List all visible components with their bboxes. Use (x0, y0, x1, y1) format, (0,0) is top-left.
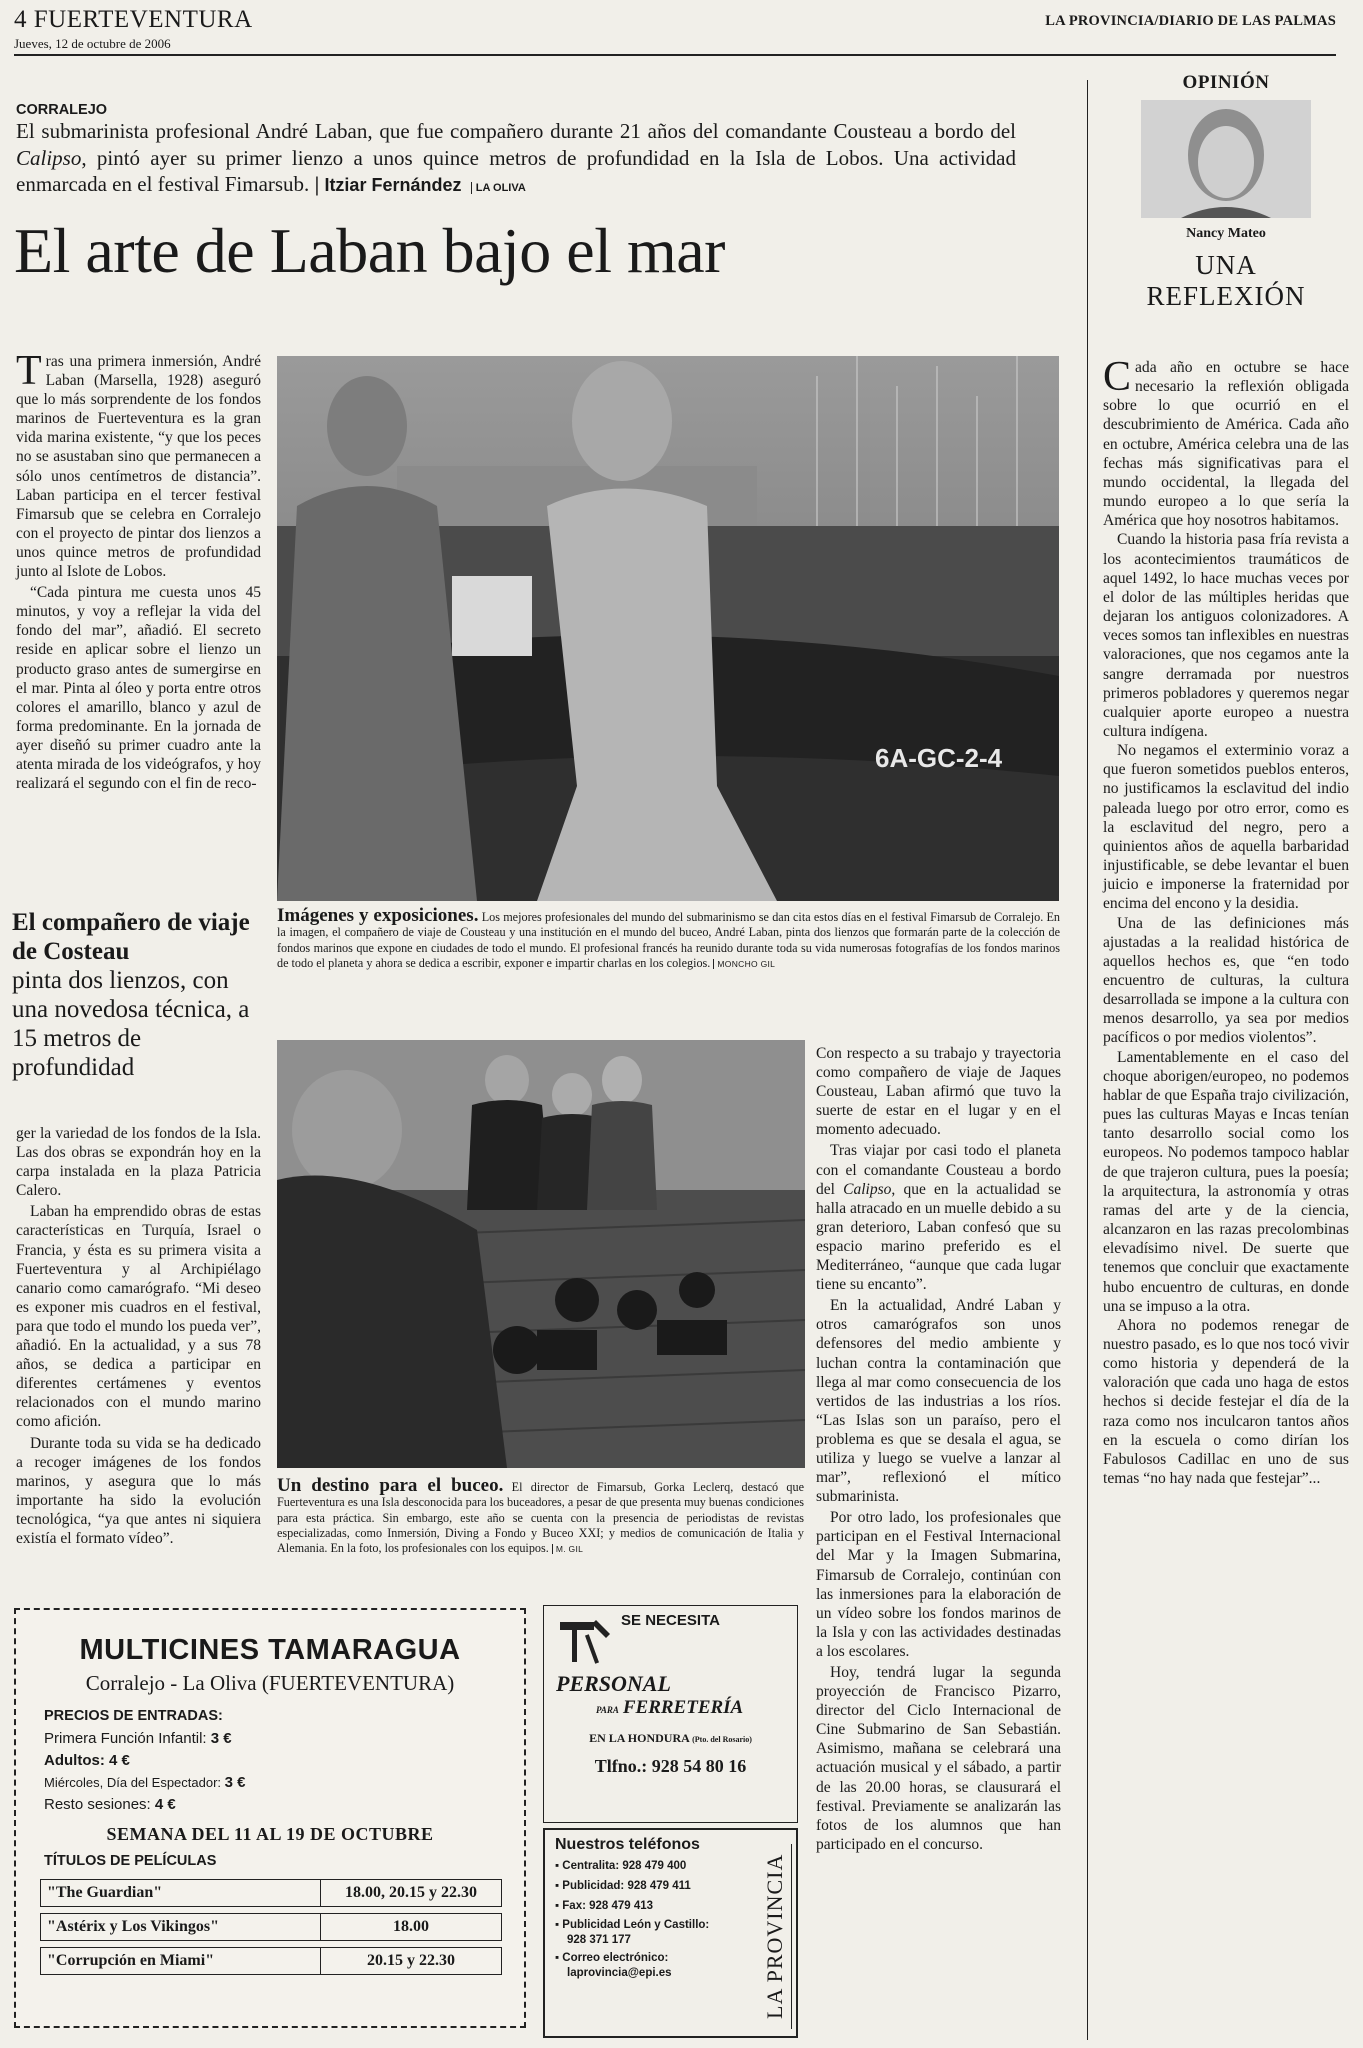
opinion-paragraph-3: No negamos el exterminio voraz a que fueron sometidos pueblos enteros, no justificamos la esclavitud del indio paleada luego por otro error, como es la esclavitud del negro, pero a quinientos años de aquella barbaridad injustificable, se debe levantar el buen juicio e imponerse la fraternidad por encima del encono y la desidia. (1103, 742, 1349, 913)
price-row: Adultos: 4 € (44, 1752, 130, 1769)
job-ad-place: EN LA HONDURA (Pto. del Rosario) (589, 1731, 752, 1745)
phone-row: ▪ Publicidad León y Castillo: (555, 1919, 710, 1931)
opinion-paragraph-2: Cuando la historia pasa fría revista a los acontecimientos traumáticos de aquel 1492, lo hace muchas veces por el dolor de las múltiples heridas que dejaran los antiguos colonizadores. A veces somos tan inflexibles en nuestras valoraciones, que nos cegamos ante la sangre derramada por nuestros primeros pobladores y queremos negar cualquier aporte europeo a nuestra cultura indígena. (1103, 531, 1349, 740)
phone-row: ▪ Publicidad: 928 479 411 (555, 1880, 691, 1892)
job-ad-role: PERSONAL PARA FERRETERÍA (556, 1671, 744, 1718)
opinion-body (1103, 354, 1349, 1488)
newspaper-name: LA PROVINCIA/DIARIO DE LAS PALMAS (1045, 13, 1336, 29)
col1-paragraph-1: ras una primera inmersión, André Laban (Marsella, 1928) aseguró que lo más sorprendente de los fondos marinos de Fuerteventura es la gran vida marina existente, “y que los peces no se asustaban sino que permanecen a sólo unos centímetros de distancia”. Laban participa en el tercer festival Fimarsub que se celebra en Corralejo con el proyecto de pintar dos lienzos a unos quince metros de profundidad junto al Islote de Lobos. (16, 353, 261, 581)
dropcap: T (16, 348, 42, 394)
article-standfirst: El submarinista profesional André Laban, que fue compañero durante 21 años del comandante Cousteau a bordo del Calipso, pintó ayer su primer lienzo a unos quince metros de profundidad en la Isla de Lobos. Una actividad enmarcada en el festival Fimarsub. | Itziar Fernández LA OLIVA (16, 119, 1016, 196)
article-author: Itziar Fernández (324, 175, 462, 195)
boat-plate-text: 6A-GC-2-4 (875, 743, 1003, 773)
phones-list (555, 1856, 796, 1981)
cinema-title: MULTICINES TAMARAGUA (79, 1634, 461, 1666)
phone-row: ▪ Centralita: 928 479 400 (555, 1860, 687, 1872)
col1-paragraph-2: “Cada pintura me cuesta unos 45 minutos, y voy a reflejar la vida del fondo del mar”, añadió. El secreto reside en aplicar sobre el lienzo un producto graso antes de sumergirse en el mar. Pinta al óleo y porta entre otros colores el amarillo, blanco y azul de forma predominante. En la jornada de ayer diseñó su primer cuadro ante la atenta mirada de los videógrafos, y hoy realizará el segundo con el fin de reco- (16, 584, 261, 793)
photo-caption-2 (277, 1475, 804, 1557)
opinion-label: OPINIÓN (1182, 72, 1270, 93)
caption1-title: Imágenes y exposiciones. (277, 905, 479, 926)
col3-paragraph-1: Con respecto a su trabajo y trayectoria como compañero de viaje de Jaques Cousteau, Laban afirmó que tuvo la suerte de estar en el lugar y en el momento adecuado. (816, 1045, 1061, 1139)
film-row: "Astérix y Los Vikingos" 18.00 (40, 1913, 502, 1941)
film-row: "The Guardian" 18.00, 20.15 y 22.30 (40, 1879, 502, 1907)
opinion-paragraph-6: Ahora no podemos renegar de nuestro pasado, es lo que nos tocó vivir como historia y dependerá de la valoración que cada uno haga de estos hechos si decide festejar el día de la raza como nos inculcaron tantos años en la escuela o como dirían los Fabulosos Cadillac en uno de sus temas “no hay nada que festejar”... (1103, 1316, 1349, 1488)
article-subhead (12, 908, 262, 1082)
film-row: "Corrupción en Miami" 20.15 y 22.30 (40, 1947, 502, 1975)
col3-paragraph-4: Por otro lado, los profesionales que participan en el Festival Internacional del Mar y la Imagen Submarina, Fimarsub de Corralejo, continúan con las inmersiones para la elaboración de un vídeo sobre los fondos marinos de la Isla y con las actividades destinadas a los escolares. (816, 1509, 1061, 1660)
phones-box (543, 1828, 798, 2038)
phone-row: laprovincia@epi.es (567, 1967, 672, 1979)
cinema-film-list (40, 1879, 502, 1975)
standfirst-text-a: El submarinista profesional André Laban, que fue compañero durante 21 años del comandante Cousteau a bordo del (16, 119, 1016, 143)
provincia-brand: LA PROVINCIA (762, 1844, 792, 2029)
opinion-dropcap: C (1103, 354, 1132, 400)
article-column-1-continued (16, 1124, 261, 1550)
cinema-week: SEMANA DEL 11 AL 19 DE OCTUBRE (106, 1824, 434, 1844)
opinion-author: Nancy Mateo (1186, 226, 1266, 241)
photo-caption-1 (277, 905, 1061, 972)
job-ad-heading: SE NECESITA (621, 1612, 720, 1629)
article-headline: El arte de Laban bajo el mar (14, 215, 725, 286)
photo-divers-equipment (277, 1040, 805, 1468)
cinema-ad (14, 1608, 526, 2028)
standfirst-ship: Calipso (16, 145, 82, 170)
tools-icon (554, 1616, 614, 1668)
job-ad (543, 1605, 798, 1823)
opinion-paragraph-5: Lamentablemente en el caso del choque aborigen/europeo, no podemos hablar de que España trajo civilización, pues las culturas Mayas e Incas tenían tanto desarrollo social como los europeos. No podemos tampoco hablar de que trajeron cultura, pues la poesía; la arquitectura, la astronomía y otras ramas del arte y de la ciencia, alcanzaron en las razas precolombinas elevadísimo nivel. De suerte que tenemos que concluir que exactamente hubo encuentro de culturas, en donde una se impuso a la otra. (1103, 1048, 1349, 1315)
subhead-rest: pinta dos lienzos, con una novedosa técnica, a 15 metros de profundidad (12, 967, 250, 1081)
phones-heading: Nuestros teléfonos (555, 1836, 700, 1853)
cinema-location: Corralejo - La Oliva (FUERTEVENTURA) (85, 1671, 455, 1695)
opinion-title-line2: REFLEXIÓN (1146, 281, 1306, 311)
issue-date: Jueves, 12 de octubre de 2006 (14, 36, 171, 51)
cinema-price-list (44, 1728, 524, 1816)
caption2-title: Un destino para el buceo. (277, 1475, 504, 1496)
price-row: Primera Función Infantil: 3 € (44, 1730, 232, 1747)
caption2-credit: M. GIL (552, 1544, 583, 1554)
col3-paragraph-2-ship: Calipso (843, 1180, 892, 1198)
phone-row: ▪ Fax: 928 479 413 (555, 1900, 654, 1912)
col1-paragraph-4: Laban ha emprendido obras de estas características en Turquía, Israel o Francia, y ésta es su primera visita a Fuerteventura y al Archipiélago canario como camarógrafo. “Mi deseo es exponer mis cuadros en el festival, para que todo el mundo los pueda ver”, añadió. En la actualidad, y a sus 78 años, se dedica a participar en diferentes certámenes y eventos relacionados con el mundo marino como afición. (16, 1203, 261, 1431)
opinion-paragraph-4: Una de las definiciones más ajustadas a la realidad histórica de aquellos hechos es, que “en todo encuentro de culturas, la cultura desarrollada se impone a la cultura con menos desarrollo, ya sea por medios pacíficos o por medios violentos”. (1103, 914, 1349, 1047)
section-title: 4 FUERTEVENTURA (14, 6, 253, 33)
article-location: LA OLIVA (471, 182, 526, 194)
col1-paragraph-3: ger la variedad de los fondos de la Isla. Las dos obras se expondrán hoy en la carpa instalada en la plaza Patricia Calero. (16, 1125, 261, 1200)
col3-paragraph-3: En la actualidad, André Laban y otros camarógrafos son unos defensores del medio ambiente y luchan contra la contaminación que llega al mar como consecuencia de los vertidos de las industrias a los ríos. “Las Islas son un paraíso, pero el problema es que se desala el agua, se utiliza y luego se vuelve a lanzar al mar”, reflexionó el mítico submarinista. (816, 1297, 1061, 1506)
article-column-1 (16, 348, 261, 795)
price-row: Miércoles, Día del Espectador: 3 € (44, 1774, 246, 1791)
opinion-paragraph-1: ada año en octubre se hace necesario la reflexión obligada sobre lo que ocurrió en el descubrimiento de América. Cada año en octubre, América celebra una de las fechas más significativas para el mundo occidental, la llegada del mundo europeo a lo que sería la América que hoy nosotros habitamos. (1103, 359, 1349, 530)
job-ad-phone: Tlfno.: 928 54 80 16 (594, 1756, 747, 1776)
col3-paragraph-5: Hoy, tendrá lugar la segunda proyección de Francisco Pizarro, director del Ciclo Internacional de Cine Submarino de San Sebastián. Asimismo, mañana se celebrará una actuación musical y el sábado, a partir de las 20.00 horas, se clausurará el festival. Previamente se analizarán las fotos de los alumnos que han participado en el concurso. (816, 1664, 1061, 1853)
phone-row: ▪ Correo electrónico: (555, 1952, 669, 1964)
article-kicker: CORRALEJO (16, 102, 108, 118)
masthead (14, 6, 1336, 52)
article-column-3 (816, 1044, 1061, 1856)
price-row: Resto sesiones: 4 € (44, 1796, 176, 1813)
cinema-prices-heading: PRECIOS DE ENTRADAS: (44, 1708, 223, 1724)
col3-paragraph-2a: Tras viajar por casi todo el planeta con el comandante Cousteau a bordo del (816, 1142, 1061, 1198)
col3-paragraph-2b: , que en la actualidad se halla atracado en un muelle debido a su gran deterioro, Laban confesó que su espacio marino preferido es el Mediterráneo, “aunque que cada lugar tiene su encanto”. (816, 1180, 1062, 1294)
caption1-credit: MONCHO GIL (713, 959, 775, 969)
opinion-divider (1087, 80, 1088, 2040)
caption1-text: Los mejores profesionales del mundo del submarinismo se dan cita estos días en el festival Fimarsub de Corralejo. En la imagen, el compañero de viaje de Cousteau y una institución en el mundo del buceo, André Laban, pinta dos lienzos que formarán parte de la colección de fondos marinos que expone en ciudades de todo el mundo. El profesional francés ha reunido durante toda su vida numerosas fotografías de los fondos marinos de todo el planeta y ahora se dedica a escribir, exponer e impartir charlas en los colegios. (277, 910, 1061, 970)
standfirst-text-b: , pintó ayer su primer lienzo a unos quince metros de profundidad en la Isla de Lobos. Una actividad enmarcada en el festival Fimarsub. (16, 145, 1016, 196)
col1-paragraph-5: Durante toda su vida se ha dedicado a recoger imágenes de los fondos marinos, y asegura que lo más importante ha sido la evolución tecnológica, “ya que antes ni siquiera existía el formato vídeo”. (16, 1434, 261, 1547)
opinion-section (1103, 72, 1349, 312)
masthead-rule (14, 54, 1336, 56)
subhead-bold: El compañero de viaje de Costeau (12, 909, 250, 965)
opinion-author-photo (1141, 100, 1311, 218)
photo-laban-boat (277, 356, 1059, 901)
caption2-text: El director de Fimarsub, Gorka Leclerq, destacó que Fuerteventura es una Isla desconocida para los buceadores, a pesar de que presenta muy buenas condiciones para esta práctica. Sin embargo, este año se cuenta con la presencia de periodistas de revistas especializadas, como Inmersión, Diving a Fondo y Buceo XXI; y medios de comunicación de Italia y Alemania. En la foto, los profesionales con los equipos. (277, 1480, 804, 1556)
phone-row: 928 371 177 (567, 1934, 631, 1946)
opinion-title-line1: UNA (1195, 250, 1257, 280)
cinema-films-heading: TÍTULOS DE PELÍCULAS (44, 1853, 217, 1869)
